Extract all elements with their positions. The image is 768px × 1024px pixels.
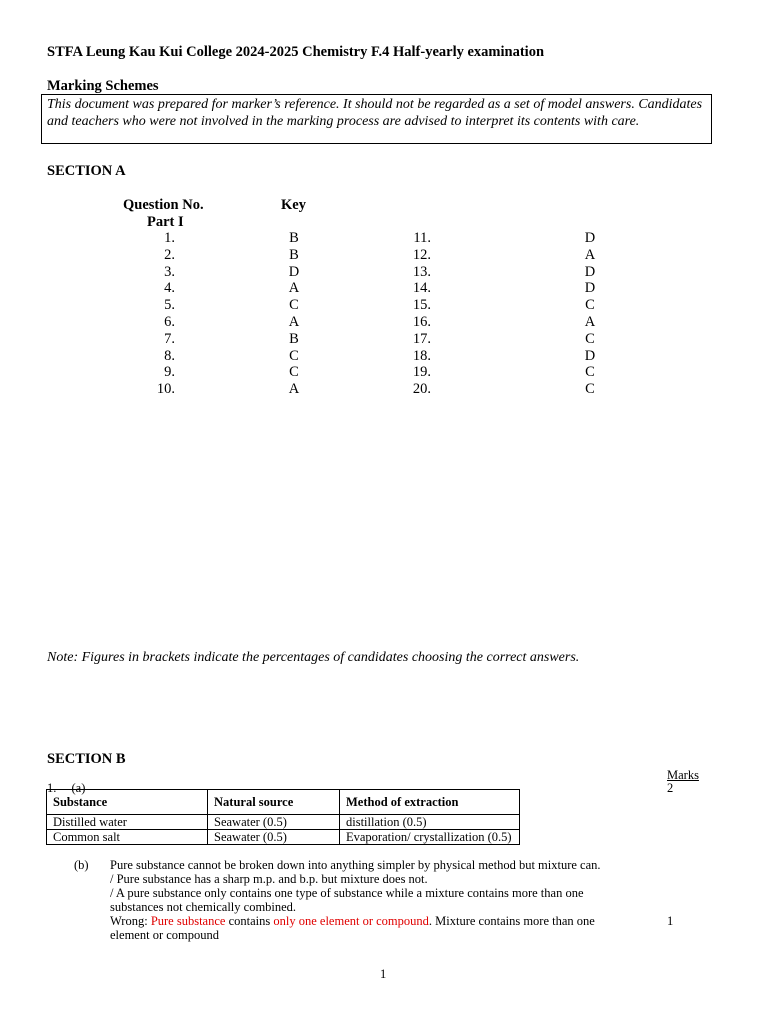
answer-key: A bbox=[584, 313, 596, 330]
key-header: Key bbox=[281, 197, 306, 213]
wrong-prefix: Wrong: bbox=[110, 914, 151, 928]
question-number-label: 1. bbox=[47, 781, 57, 795]
part-b-label: (b) bbox=[74, 858, 89, 872]
question-no-header: Question No. bbox=[123, 197, 204, 213]
disclaimer-box: This document was prepared for marker’s reference. It should not be regarded as a set of model answers. Candidates and teachers who were not involved in the marking process are advised to interpret its contents with care. bbox=[41, 94, 712, 144]
question-number: 5. bbox=[164, 297, 175, 314]
wrong-highlight: Pure substance bbox=[150, 914, 226, 928]
table-cell: Distilled water bbox=[47, 815, 208, 830]
substance-col-header: Substance bbox=[47, 790, 208, 815]
section-a-heading: SECTION A bbox=[47, 163, 126, 179]
question-number: 10. bbox=[156, 381, 175, 398]
table-cell: distillation (0.5) bbox=[340, 815, 520, 830]
question-number: 9. bbox=[164, 364, 175, 381]
method-col-header: Method of extraction bbox=[340, 790, 520, 815]
answer-key: D bbox=[584, 230, 596, 246]
substance-table bbox=[46, 789, 520, 845]
question-number: 20. bbox=[412, 381, 431, 398]
marking-schemes-heading: Marking Schemes bbox=[47, 78, 159, 94]
answer-key: C bbox=[585, 364, 595, 381]
answer-key: A bbox=[288, 280, 300, 297]
question-number: 7. bbox=[164, 330, 175, 347]
table-row bbox=[47, 815, 520, 830]
right-question-numbers bbox=[401, 230, 431, 398]
part-b-answer bbox=[110, 858, 630, 942]
wrong-highlight: only one element or compound bbox=[273, 914, 429, 928]
table-cell: Common salt bbox=[47, 830, 208, 845]
answer-key: D bbox=[288, 263, 300, 280]
table-cell: Evaporation/ crystallization (0.5) bbox=[340, 830, 520, 845]
document-title: STFA Leung Kau Kui College 2024-2025 Chemistry F.4 Half-yearly examination bbox=[47, 44, 545, 60]
answer-key: C bbox=[585, 381, 595, 398]
question-number: 13. bbox=[412, 263, 431, 280]
answer-key: A bbox=[288, 381, 300, 398]
answer-key: C bbox=[289, 364, 299, 381]
answer-key: A bbox=[584, 246, 596, 263]
answer-line: / Pure substance has a sharp m.p. and b.p. but mixture does not. bbox=[110, 872, 428, 886]
question-number: 12. bbox=[412, 246, 431, 263]
natural-source-col-header: Natural source bbox=[208, 790, 340, 815]
question-number: 14. bbox=[412, 280, 431, 297]
question-number: 3. bbox=[164, 263, 175, 280]
q1b-marks: 1 bbox=[667, 914, 674, 928]
part-label: Part I bbox=[147, 214, 184, 230]
q1a-marks: 2 bbox=[667, 781, 674, 795]
wrong-answer-line bbox=[110, 914, 630, 942]
answer-key: A bbox=[288, 313, 300, 330]
part-a-label: (a) bbox=[71, 781, 86, 795]
answer-key: B bbox=[289, 246, 299, 263]
question-number: 18. bbox=[412, 347, 431, 364]
percentage-note: Note: Figures in brackets indicate the percentages of candidates choosing the correct answers. bbox=[47, 650, 580, 665]
table-row bbox=[47, 830, 520, 845]
question-number: 17. bbox=[412, 330, 431, 347]
answer-line: Pure substance cannot be broken down into anything simpler by physical method but mixture can. bbox=[110, 858, 601, 872]
answer-key: C bbox=[289, 347, 299, 364]
answer-key: D bbox=[584, 347, 596, 364]
answer-key: B bbox=[289, 230, 299, 246]
question-number: 11. bbox=[413, 230, 431, 246]
wrong-mid: contains bbox=[225, 914, 274, 928]
question-number: 6. bbox=[164, 313, 175, 330]
answer-key: D bbox=[584, 263, 596, 280]
question-number: 2. bbox=[164, 246, 175, 263]
left-answer-keys bbox=[284, 230, 304, 398]
table-header-row bbox=[47, 790, 520, 815]
answer-key: C bbox=[585, 297, 595, 314]
page-number: 1 bbox=[380, 967, 387, 981]
question-number: 1. bbox=[164, 230, 175, 246]
left-question-numbers bbox=[145, 230, 175, 398]
question-number: 4. bbox=[164, 280, 175, 297]
table-cell: Seawater (0.5) bbox=[208, 830, 340, 845]
answer-key: D bbox=[584, 280, 596, 297]
question-number: 16. bbox=[412, 313, 431, 330]
wrong-suffix: . Mixture contains more than one element or compound bbox=[110, 914, 595, 942]
answer-key: C bbox=[585, 330, 595, 347]
marks-column-label: Marks bbox=[667, 768, 699, 782]
answer-key: B bbox=[289, 330, 299, 347]
question-number: 8. bbox=[164, 347, 175, 364]
answer-key: C bbox=[289, 297, 299, 314]
table-cell: Seawater (0.5) bbox=[208, 815, 340, 830]
question-number: 15. bbox=[412, 297, 431, 314]
question-number: 19. bbox=[412, 364, 431, 381]
answer-line: / A pure substance only contains one type of substance while a mixture contains more than one substances not chemically combined. bbox=[110, 886, 584, 914]
section-b-heading: SECTION B bbox=[47, 751, 126, 767]
right-answer-keys bbox=[580, 230, 600, 398]
